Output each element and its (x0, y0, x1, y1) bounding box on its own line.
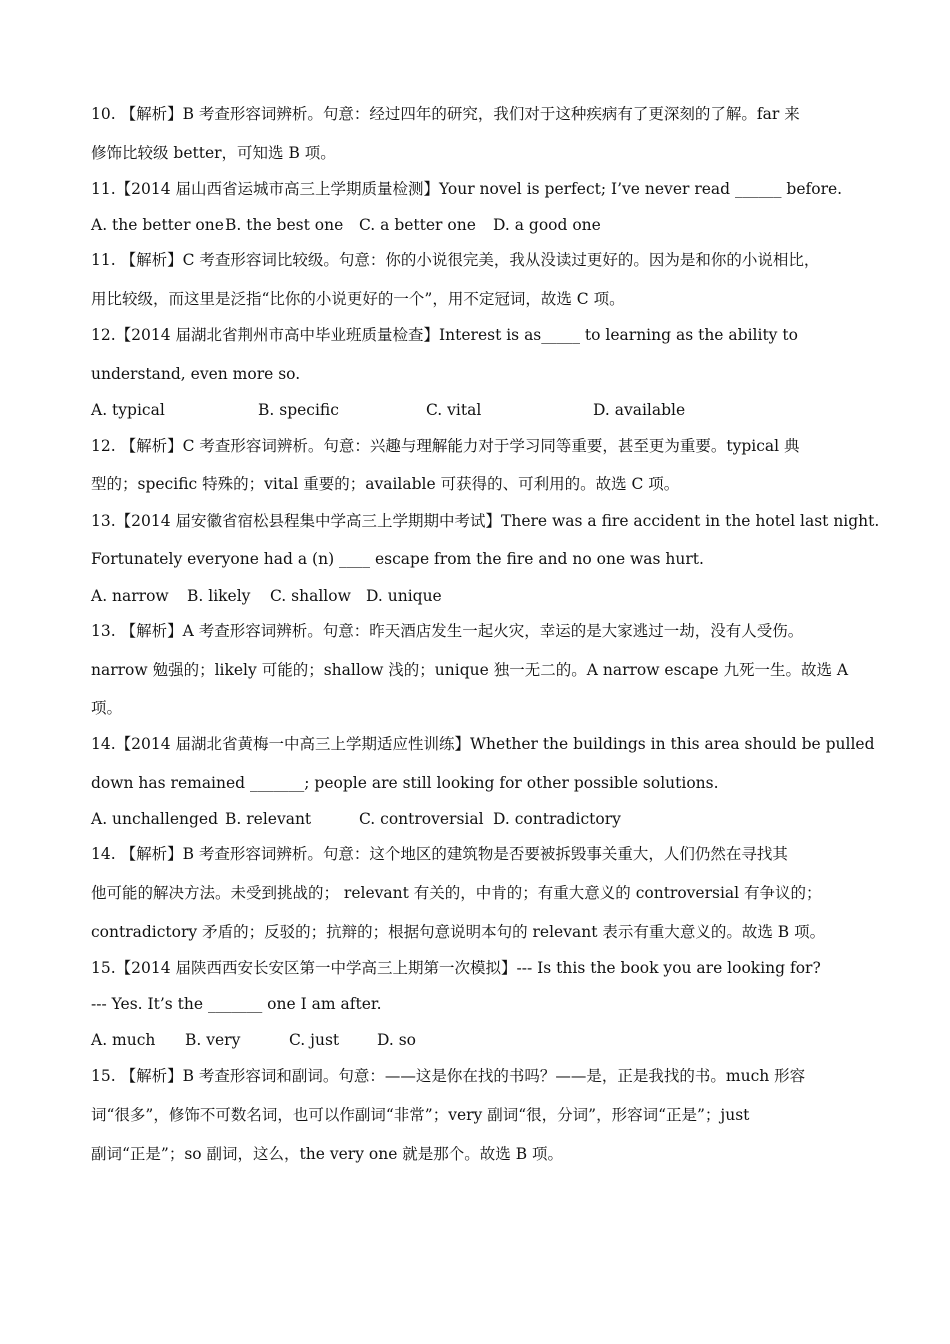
q11-analysis-line-1: 11. 【解析】C 考查形容词比较级。句意：你的小说很完美，我从没读过更好的。因为是和你的小说相比， (91, 251, 820, 269)
q14-option-a: A. unchallenged (91, 810, 219, 828)
q14-option-d: D. contradictory (493, 810, 621, 828)
q11-option-d: D. a good one (493, 216, 601, 234)
q11-option-a: A. the better one (91, 216, 224, 234)
q11-analysis-line-2: 用比较级，而这里是泛指“比你的小说更好的一个”，用不定冠词，故选 C 项。 (91, 290, 625, 308)
q14-analysis-line-3: contradictory 矛盾的；反驳的；抗辩的；根据句意说明本句的 relevant 表示有重大意义的。故选 B 项。 (91, 923, 826, 941)
q12-option-a: A. typical (91, 401, 165, 419)
q13-question-line-2: Fortunately everyone had a (n) ____ escape from the fire and no one was hurt. (91, 550, 704, 568)
q14-question-line-2: down has remained _______; people are still looking for other possible solutions. (91, 774, 719, 792)
q14-option-b: B. relevant (225, 810, 312, 828)
q11-options (91, 215, 881, 235)
q14-question-line-1: 14.【2014 届湖北省黄梅一中高三上学期适应性训练】Whether the buildings in this area should be pulled (91, 735, 875, 753)
q13-option-a: A. narrow (91, 587, 169, 605)
q15-analysis-line-1: 15. 【解析】B 考查形容词和副词。句意：——这是你在找的书吗？——是，正是我找的书。much 形容 (91, 1067, 806, 1085)
q15-option-c: C. just (289, 1031, 340, 1049)
q15-option-b: B. very (185, 1031, 241, 1049)
q12-options (91, 400, 881, 420)
q13-option-b: B. likely (187, 587, 251, 605)
q13-analysis-line-3: 项。 (91, 699, 123, 717)
q10-analysis-line-2: 修饰比较级 better，可知选 B 项。 (91, 144, 336, 162)
q15-analysis-line-2: 词“很多”，修饰不可数名词，也可以作副词“非常”；very 副词“很，分词”，形容词“正是”；just (91, 1106, 750, 1124)
q12-question-line-1: 12.【2014 届湖北省荆州市高中毕业班质量检查】Interest is as_____ to learning as the ability to (91, 326, 798, 344)
q10-analysis-line-1: 10. 【解析】B 考查形容词辨析。句意：经过四年的研究，我们对于这种疾病有了更深刻的了解。far 来 (91, 105, 800, 123)
q14-analysis-line-1: 14. 【解析】B 考查形容词辨析。句意：这个地区的建筑物是否要被拆毁事关重大，人们仍然在寻找其 (91, 845, 788, 863)
q12-question-line-2: understand, even more so. (91, 365, 301, 383)
q15-question-line-1: 15.【2014 届陕西西安长安区第一中学高三上期第一次模拟】--- Is this the book you are looking for? (91, 959, 821, 977)
q13-option-d: D. unique (366, 587, 442, 605)
q11-option-c: C. a better one (359, 216, 476, 234)
q13-analysis-line-2: narrow 勉强的；likely 可能的；shallow 浅的；unique 独一无二的。A narrow escape 九死一生。故选 A (91, 661, 849, 679)
q14-options (91, 809, 881, 829)
q11-question: 11.【2014 届山西省运城市高三上学期质量检测】Your novel is perfect; I’ve never read ______ before. (91, 180, 843, 198)
q15-option-d: D. so (377, 1031, 417, 1049)
q14-option-c: C. controversial (359, 810, 484, 828)
q12-analysis-line-2: 型的；specific 特殊的；vital 重要的；available 可获得的、可利用的。故选 C 项。 (91, 475, 680, 493)
q12-option-b: B. specific (258, 401, 339, 419)
q12-analysis-line-1: 12. 【解析】C 考查形容词辨析。句意：兴趣与理解能力对于学习同等重要，甚至更为重要。typical 典 (91, 437, 800, 455)
q12-option-d: D. available (593, 401, 686, 419)
q13-option-c: C. shallow (270, 587, 351, 605)
q14-analysis-line-2: 他可能的解决方法。未受到挑战的； relevant 有关的，中肯的；有重大意义的 controversial 有争议的； (91, 884, 822, 902)
q15-options (91, 1030, 881, 1050)
q15-option-a: A. much (91, 1031, 156, 1049)
q15-question-line-2: --- Yes. It’s the _______ one I am after. (91, 995, 382, 1013)
q15-analysis-line-3: 副词“正是”；so 副词，这么，the very one 就是那个。故选 B 项。 (91, 1145, 564, 1163)
q12-option-c: C. vital (426, 401, 482, 419)
q13-question-line-1: 13.【2014 届安徽省宿松县程集中学高三上学期期中考试】There was a fire accident in the hotel last night. (91, 512, 880, 530)
q13-options (91, 586, 881, 606)
q13-analysis-line-1: 13. 【解析】A 考查形容词辨析。句意：昨天酒店发生一起火灾，幸运的是大家逃过一劫，没有人受伤。 (91, 622, 804, 640)
q11-option-b: B. the best one (225, 216, 344, 234)
